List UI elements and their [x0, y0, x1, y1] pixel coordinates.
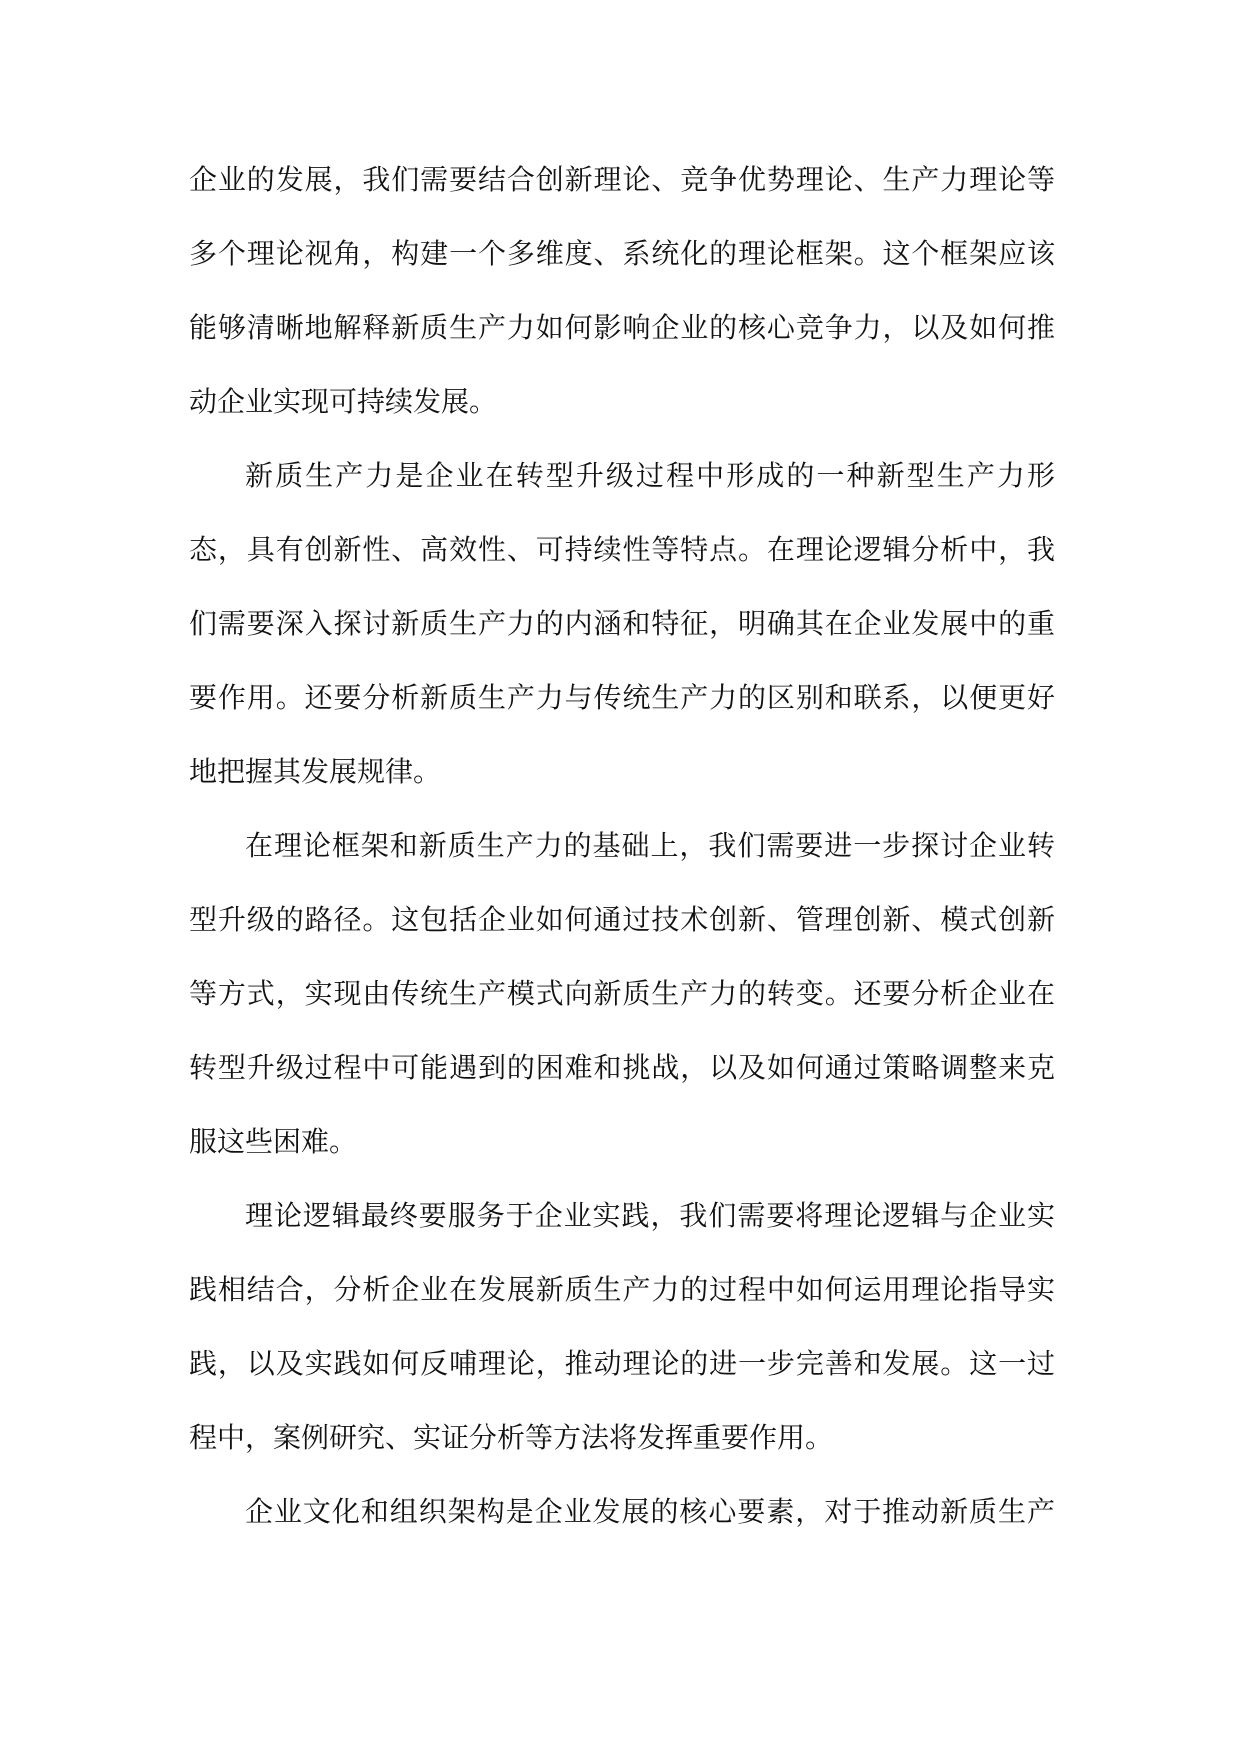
- text-line: 地把握其发展规律。: [189, 755, 442, 788]
- text-line: 程中，案例研究、实证分析等方法将发挥重要作用。: [189, 1421, 834, 1454]
- text-line: 践，以及实践如何反哺理论，推动理论的进一步完善和发展。这一过: [189, 1347, 1055, 1380]
- text-line: 动企业实现可持续发展。: [189, 385, 498, 418]
- paragraph-2: [189, 439, 1055, 809]
- text-line: 多个理论视角，构建一个多维度、系统化的理论框架。这个框架应该: [189, 237, 1055, 270]
- document-body: [189, 143, 1055, 1549]
- paragraph-1: [189, 143, 1055, 439]
- text-line: 要作用。还要分析新质生产力与传统生产力的区别和联系，以便更好: [189, 681, 1055, 714]
- text-line: 型升级的路径。这包括企业如何通过技术创新、管理创新、模式创新: [189, 903, 1055, 936]
- text-line: 能够清晰地解释新质生产力如何影响企业的核心竞争力，以及如何推: [189, 311, 1055, 344]
- text-line: 新质生产力是企业在转型升级过程中形成的一种新型生产力形: [245, 459, 1055, 492]
- text-line: 企业文化和组织架构是企业发展的核心要素，对于推动新质生产: [245, 1495, 1055, 1528]
- paragraph-3: [189, 809, 1055, 1179]
- text-line: 转型升级过程中可能遇到的困难和挑战，以及如何通过策略调整来克: [189, 1051, 1055, 1084]
- text-line: 理论逻辑最终要服务于企业实践，我们需要将理论逻辑与企业实: [245, 1199, 1055, 1232]
- paragraph-5: [189, 1475, 1055, 1549]
- text-line: 服这些困难。: [189, 1125, 358, 1158]
- text-line: 们需要深入探讨新质生产力的内涵和特征，明确其在企业发展中的重: [189, 607, 1055, 640]
- text-line: 等方式，实现由传统生产模式向新质生产力的转变。还要分析企业在: [189, 977, 1055, 1010]
- paragraph-4: [189, 1179, 1055, 1475]
- text-line: 企业的发展，我们需要结合创新理论、竞争优势理论、生产力理论等: [189, 163, 1055, 196]
- text-line: 态，具有创新性、高效性、可持续性等特点。在理论逻辑分析中，我: [189, 533, 1055, 566]
- text-line: 在理论框架和新质生产力的基础上，我们需要进一步探讨企业转: [245, 829, 1055, 862]
- text-line: 践相结合，分析企业在发展新质生产力的过程中如何运用理论指导实: [189, 1273, 1055, 1306]
